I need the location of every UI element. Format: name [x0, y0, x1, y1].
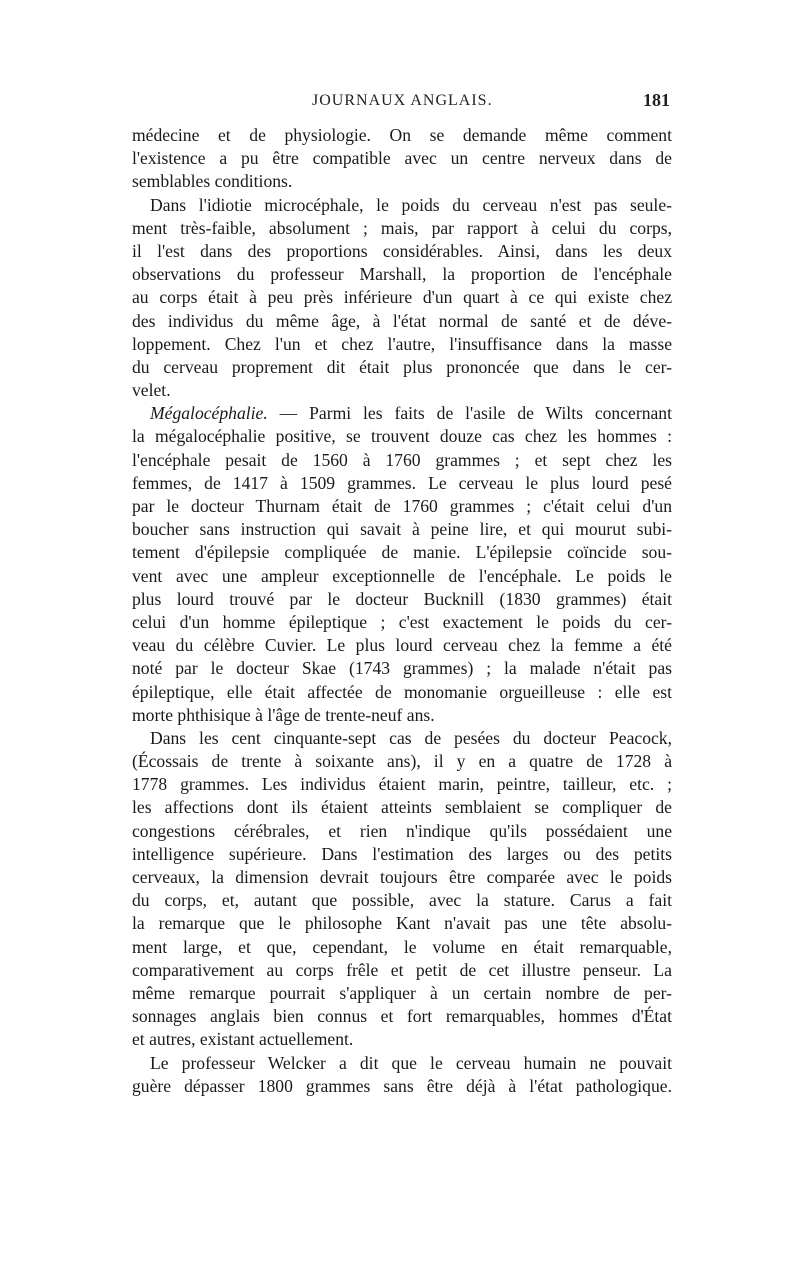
paragraph-welcker [132, 1052, 672, 1098]
text-line: la remarque que le philosophe Kant n'avait pas une tête absolu- [132, 913, 672, 934]
text-line: par le docteur Thurnam était de 1760 grammes ; c'était celui d'un [132, 496, 672, 516]
text-line: des individus du même âge, à l'état normal de santé et de déve- [132, 310, 672, 331]
text-line: l'existence a pu être compatible avec un centre nerveux dans de [132, 148, 672, 169]
text-line: la mégalocéphalie positive, se trouvent douze cas chez les hommes : [132, 426, 672, 447]
text-line: cerveaux, la dimension devrait toujours être comparée avec le poids [132, 867, 672, 887]
running-head [132, 88, 672, 124]
text-line: les affections dont ils étaient atteints semblaient se compliquer de [132, 797, 672, 818]
text-line: plus lourd trouvé par le docteur Bucknill (1830 grammes) était [132, 588, 672, 609]
text-line: tement d'épilepsie compliquée de manie. L'épilepsie coïncide sou- [132, 542, 672, 563]
text-line: vent avec une ampleur exceptionnelle de l'encéphale. Le poids le [132, 565, 672, 586]
text-line: il l'est dans des proportions considérables. Ainsi, dans les deux [132, 240, 672, 261]
paragraph-megalocephalie [132, 402, 672, 727]
text-line: ment large, et que, cependant, le volume en était remarquable, [132, 936, 672, 957]
text-line: au corps était à peu près inférieure d'un quart à ce qui existe chez [132, 287, 672, 308]
text-line: Le professeur Welcker a dit que le cerveau humain ne pouvait [150, 1052, 672, 1073]
text-line: congestions cérébrales, et rien n'indique qu'ils possédaient une [132, 820, 672, 841]
text-line: guère dépasser 1800 grammes sans être déjà à l'état pathologique. [132, 1075, 672, 1096]
text-line: femmes, de 1417 à 1509 grammes. Le cerveau le plus lourd pesé [132, 472, 672, 493]
paragraph-continuation [132, 124, 672, 194]
body-text [132, 124, 672, 1098]
text-line: et autres, existant actuellement. [132, 1029, 354, 1050]
text-line: comparativement au corps frêle et petit de cet illustre penseur. La [132, 959, 672, 980]
text-line: intelligence supérieure. Dans l'estimation des larges ou des petits [132, 843, 672, 864]
text-line: Dans l'idiotie microcéphale, le poids du cerveau n'est pas seule- [150, 194, 672, 215]
text-line: 1778 grammes. Les individus étaient marin, peintre, tailleur, etc. ; [132, 774, 672, 795]
text-line: même remarque pourrait s'appliquer à un certain nombre de per- [132, 982, 672, 1003]
text-line: du corps, et, autant que possible, avec la stature. Carus a fait [132, 890, 672, 911]
text-line: semblables conditions. [132, 171, 293, 192]
section-lead-italic: Mégalocéphalie. [150, 403, 268, 424]
text-line: loppement. Chez l'un et chez l'autre, l'insuffisance dans la masse [132, 333, 672, 354]
text-line: épileptique, elle était affectée de monomanie orgueilleuse : elle est [132, 681, 672, 702]
text-line: celui d'un homme épileptique ; c'est exactement le poids du cer- [132, 611, 672, 632]
text-line: boucher sans instruction qui savait à peine lire, et qui mourut subi- [132, 519, 672, 540]
text-line: observations du professeur Marshall, la proportion de l'encéphale [132, 264, 672, 285]
text-line: veau du célèbre Cuvier. Le plus lourd cerveau chez la femme a été [132, 635, 672, 656]
book-page [132, 88, 672, 1098]
text-line: noté par le docteur Skae (1743 grammes) ; la malade n'était pas [132, 658, 672, 679]
paragraph-peacock [132, 727, 672, 1052]
running-title: JOURNAUX ANGLAIS. [312, 92, 493, 109]
text-line: l'encéphale pesait de 1560 à 1760 grammes ; et sept chez les [132, 449, 672, 470]
text-line: médecine et de physiologie. On se demande même comment [132, 125, 672, 145]
text-line: sonnages anglais bien connus et fort remarquables, hommes d'État [132, 1006, 672, 1027]
text-line: du cerveau proprement dit était plus prononcée que dans le cer- [132, 356, 672, 377]
paragraph-microcephalie [132, 194, 672, 403]
text-line-lead [132, 402, 672, 425]
text-line: Dans les cent cinquante-sept cas de pesées du docteur Peacock, [150, 727, 672, 748]
text-line: ment très-faible, absolument ; mais, par rapport à celui du corps, [132, 217, 672, 238]
page-number: 181 [643, 90, 670, 110]
text-line: velet. [132, 380, 171, 401]
text-line: (Écossais de trente à soixante ans), il y en a quatre de 1728 à [132, 751, 672, 772]
text-line: morte phthisique à l'âge de trente-neuf ans. [132, 704, 435, 725]
lead-line-rest: — Parmi les faits de l'asile de Wilts concernant [267, 403, 672, 424]
